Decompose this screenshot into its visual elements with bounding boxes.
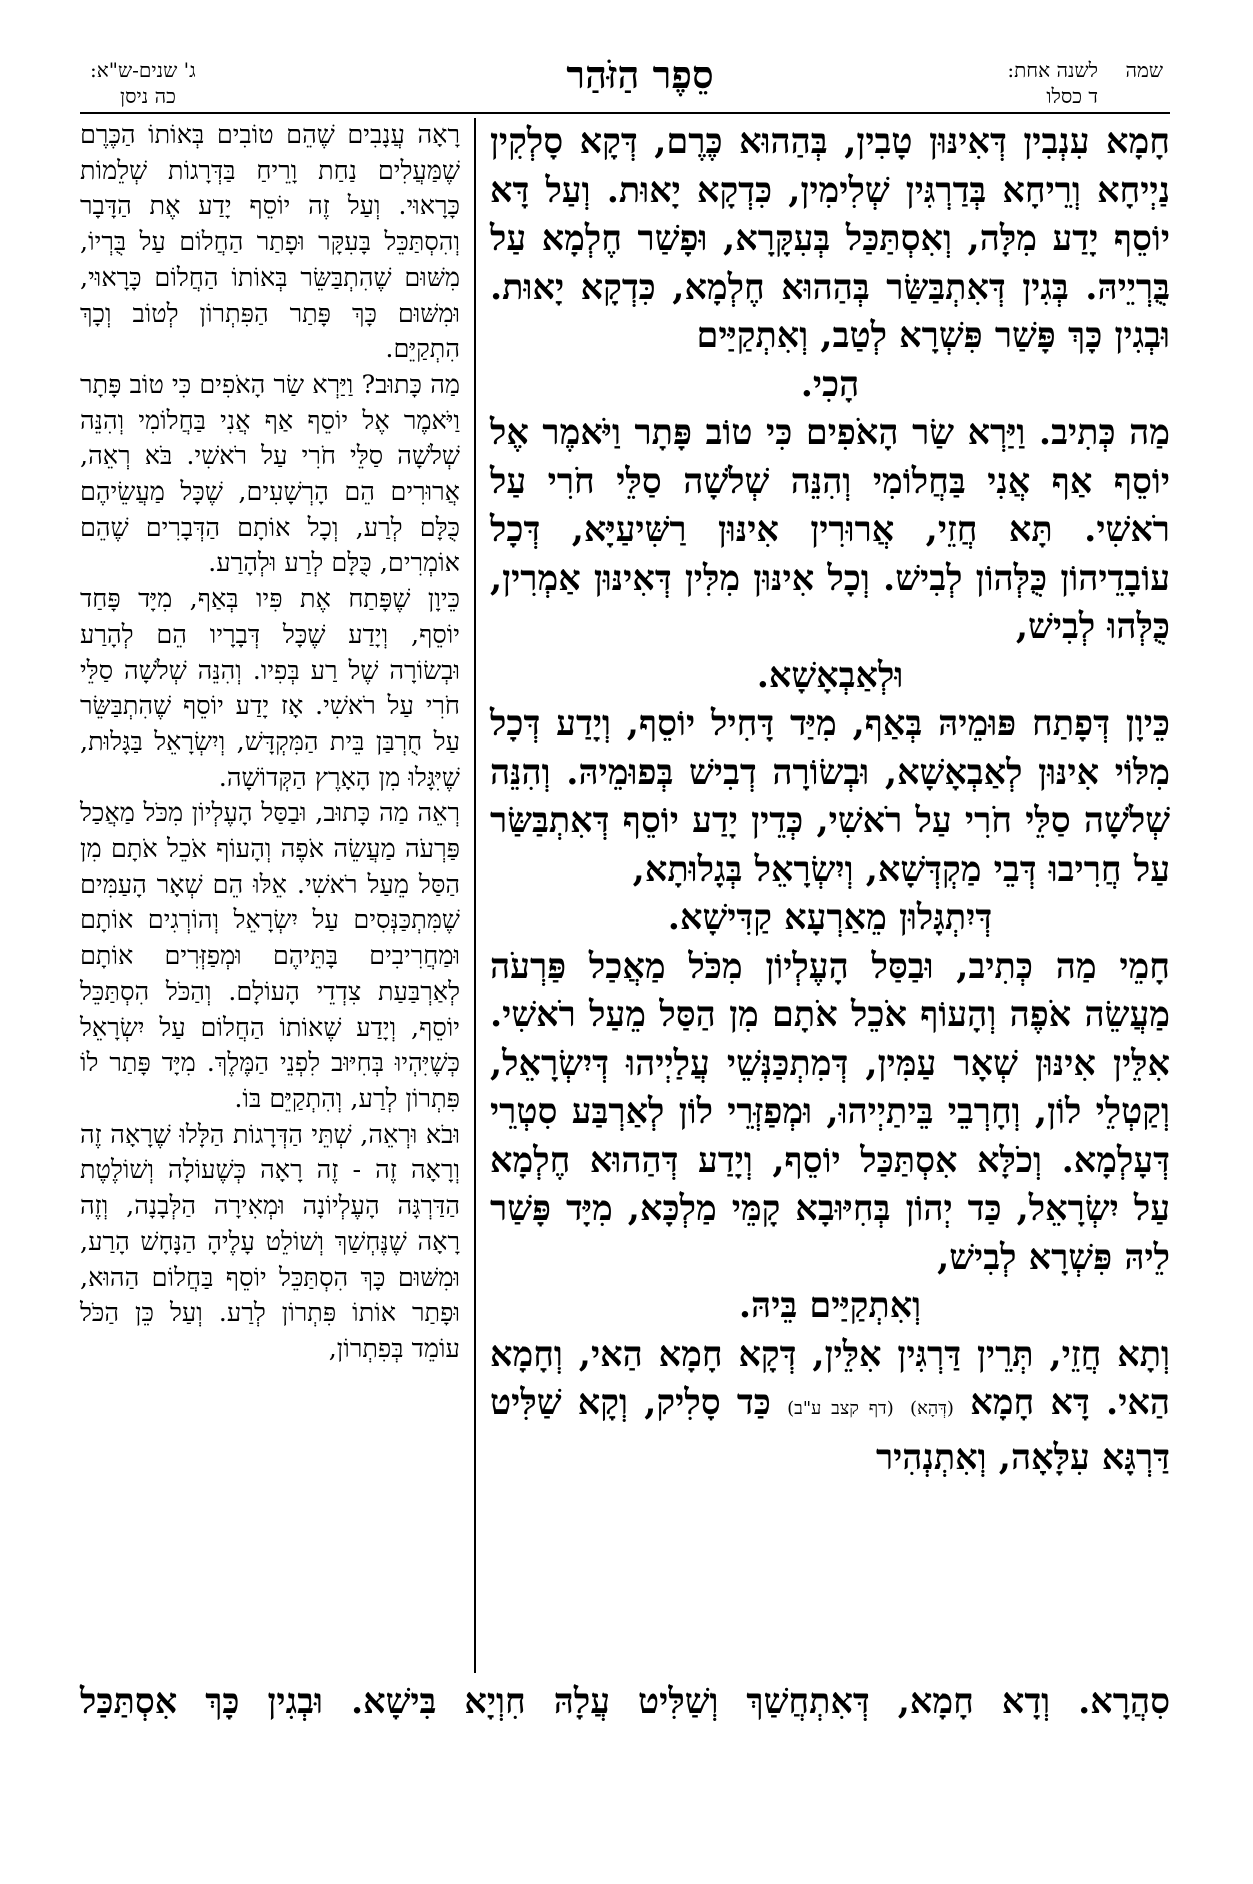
hebrew-paragraph: מַה כָּתוּב? וַיַּרְא שַׂר הָאֹפִים כִּי טוֹב פָּתָר וַיֹּאמֶר אֶל יוֹסֵף אַף אֲנִי בַּחֲלוֹמִי וְהִנֵּה שְׁלֹשָׁה סַלֵּי חֹרִי עַל רֹאשִׁי. בֹּא רְאֵה, אֲרוּרִים הֵם הָרְשָׁעִים, שֶׁכָּל מַעֲשֵׂיהֶם כֻּלָּם לְרַע, וְכָל אוֹתָם הַדְּבָרִים שֶׁהֵם אוֹמְרִים, כֻּלָּם לְרַע וּלְהָרַע. <box>80 369 460 579</box>
column-divider <box>474 118 476 1673</box>
aramaic-paragraph: כֵּיוָן דְּפָתַח פּוּמֵיהּ בְּאַף, מִיַּד דָּחִיל יוֹסֵף, וְיָדַע דְּכָל מִלּוֹי אִינּוּן לְאַבְאָשָׁא, וּבְשׂוֹרָה דְבִישׁ בְּפוּמֵיהּ. וְהִנֵּה שְׁלֹשָׁה סַלֵּי חֹרִי עַל רֹאשִׁי, כְּדֵין יָדַע יוֹסֵף דְּאִתְבַּשַּׂר עַל חֲרִיבוּ דְּבֵי מַקְדְּשָׁא, וְיִשְׂרָאֵל בְּגָלוּתָא, <box>490 703 1170 890</box>
aramaic-paragraph-end: וְאִתְקַיַּים בֵּיהּ. <box>738 1285 922 1326</box>
daily-schedule-three-years: ג' שנים-ש"א: <box>90 58 196 82</box>
variant-reading: (דְּהָא) <box>910 1398 954 1419</box>
aramaic-paragraph: חָמֵי מַה כְּתִיב, וּבַסַּל הָעֶלְיוֹן מִכֹּל מַאֲכַל פַּרְעֹה מַעֲשֵׂה אֹפֶה וְהָעוֹף אֹכֵל אֹתָם מִן הַסַּל מֵעַל רֹאשִׁי. אִלֵּין אִינּוּן שְׁאָר עַמִּין, דְּמִתְכַּנְּשֵׁי עֲלַיְיהוּ דְּיִשְׂרָאֵל, וְקַטְלֵי לוֹן, וְחָרְבֵי בֵּיתַיְיהוּ, וּמְפַזְּרֵי לוֹן לְאַרְבַּע סִטְרֵי דְּעָלְמָא. וְכֹלָּא אִסְתַּכַּל יוֹסֵף, וְיָדַע דְּהַהוּא חֶלְמָא עַל יִשְׂרָאֵל, כַּד יְהוֹן בְּחִיּוּבָא קָמֵּי מַלְכָּא, מִיָּד פָּשַׁר לֵיהּ פִּשְׁרָא לְבִישׁ, <box>490 945 1170 1278</box>
daily-schedule-one-year: לשנה אחת: <box>1007 58 1098 82</box>
hebrew-translation-column <box>80 118 460 1368</box>
aramaic-paragraph-end: וּלְאַבְאָשָׁא. <box>756 654 904 696</box>
aramaic-paragraph-end: דְּיִתְגָּלוּן מֵאַרְעָא קַדִּישָׁא. <box>667 897 993 938</box>
page-number: שמה <box>1125 58 1163 82</box>
header-rule <box>80 112 1170 114</box>
bottom-full-width-line: סִהֲרָא. וְדָא חָמָא, דְּאִתְחֲשַׁךְ וְשַׁלִּיט עֲלָהּ חִוְיָא בִּישָׁא. וּבְגִין כָּךְ אִסְתַּכַּל <box>80 1681 1170 1722</box>
aramaic-column <box>490 118 1170 1482</box>
hebrew-paragraph: רָאָה עֲנָבִים שֶׁהֵם טוֹבִים בְּאוֹתוֹ הַכֶּרֶם שֶׁמַּעֲלִים נַחַת וָרֵיחַ בַּדְּרָגוֹת שְׁלֵמוֹת כָּרָאוּי. וְעַל זֶה יוֹסֵף יָדַע אֶת הַדָּבָר וְהִסְתַּכֵּל בָּעִקָּר וּפָתַר הַחֲלוֹם עַל בֻּרְיוֹ, מִשּׁוּם שֶׁהִתְבַּשֵּׂר בְּאוֹתוֹ הַחֲלוֹם כָּרָאוּי, וּמִשּׁוּם כָּךְ פָּתַר הַפִּתְרוֹן לְטוֹב וְכָךְ הִתְקַיֵּם. <box>80 120 460 365</box>
aramaic-paragraph: מַה כְּתִיב. וַיַּרְא שַׂר הָאֹפִים כִּי טוֹב פָּתָר וַיֹּאמֶר אֶל יוֹסֵף אַף אֲנִי בַּחֲלוֹמִי וְהִנֵּה שְׁלֹשָׁה סַלֵּי חֹרִי עַל רֹאשִׁי. תָּא חֲזֵי, אֲרוּרִין אִינּוּן רַשִּׁיעַיָּא, דְּכָל עוֹבָדֵיהוֹן כֻּלְּהוֹן לְבִישׁ. וְכָל אִינּוּן מִלִּין דְּאִינּוּן אַמְרִין, כֻּלְּהוּ לְבִישׁ, <box>490 412 1170 647</box>
daily-schedule-three-years-date: כה ניסן <box>120 84 176 108</box>
hebrew-paragraph: וּבֹא וּרְאֵה, שְׁתֵּי הַדְּרָגוֹת הַלָּלוּ שֶׁרָאָה זֶה וְרָאָה זֶה - זֶה רָאָה כְּשֶׁעוֹלָה וְשׁוֹלֶטֶת הַדַּרְגָּה הָעֶלְיוֹנָה וּמְאִירָה הַלְּבָנָה, וְזֶה רָאָה שֶׁנֶּחְשַׁךְ וְשׁוֹלֵט עָלֶיהָ הַנָּחָשׁ הָרַע, וּמִשּׁוּם כָּךְ הִסְתַּכֵּל יוֹסֵף בַּחֲלוֹם הַהוּא, וּפָתַר אוֹתוֹ פִּתְרוֹן לְרַע. וְעַל כֵּן הַכֹּל עוֹמֵד בְּפִתְרוֹן, <box>80 1119 460 1364</box>
aramaic-paragraph: חָמָא עִנְבִין דְּאִינּוּן טָבִין, בְּהַהוּא כֶּרֶם, דְּקָא סָלְקִין נַיְיחָא וְרֵיחָא בְּדַרְגִּין שְׁלִימִין, כִּדְקָא יָאוּת. וְעַל דָּא יוֹסֵף יָדַע מִלָּה, וְאִסְתַּכַּל בְּעִקָּרָא, וּפָשַׁר חֶלְמָא עַל בֻּרְיֵיהּ. בְּגִין דְּאִתְבַּשַּׂר בְּהַהוּא חֶלְמָא, כִּדְקָא יָאוּת. וּבְגִין כָּךְ פָּשַׁר פִּשְׁרָא לְטַב, וְאִתְקַיַּים <box>490 121 1170 356</box>
book-title: סֵפֶר הַזֹּהַר <box>566 52 714 97</box>
page-header <box>0 0 1253 120</box>
hebrew-paragraph: רְאֵה מַה כָּתוּב, וּבַסַּל הָעֶלְיוֹן מִכֹּל מַאֲכַל פַּרְעֹה מַעֲשֵׂה אֹפֶה וְהָעוֹף אֹכֵל אֹתָם מִן הַסַּל מֵעַל רֹאשִׁי. אֵלּוּ הֵם שְׁאָר הָעַמִּים שֶׁמִּתְכַּנְּסִים עַל יִשְׂרָאֵל וְהוֹרְגִים אוֹתָם וּמַחֲרִיבִים בָּתֵּיהֶם וּמְפַזְּרִים אוֹתָם לְאַרְבַּעַת צִדְדֵי הָעוֹלָם. וְהַכֹּל הִסְתַּכֵּל יוֹסֵף, וְיָדַע שֶׁאוֹתוֹ הַחֲלוֹם עַל יִשְׂרָאֵל כְּשֶׁיִּהְיוּ בְּחִיּוּב לִפְנֵי הַמֶּלֶךְ. מִיָּד פָּתַר לוֹ פִּתְרוֹן לְרַע, וְהִתְקַיֵּם בּוֹ. <box>80 798 460 1114</box>
aramaic-paragraph: וְתָא חֲזֵי, תְּרֵין דַּרְגִּין אִלֵּין, דְּקָא חָמָא הַאי, וְחָמָא הַאי. דָּא חָמָא (דְּהָא) (דף קצב ע"ב) כַּד סָלִיק, וְקָא שַׁלִּיט דַּרְגָּא עִלָּאָה, וְאִתְנְהִיר <box>490 1333 1171 1478</box>
hebrew-paragraph: כֵּיוָן שֶׁפָּתַח אֶת פִּיו בְּאַף, מִיָּד פָּחַד יוֹסֵף, וְיָדַע שֶׁכָּל דְּבָרָיו הֵם לְהָרַע וּבְשׂוֹרָה שֶׁל רַע בְּפִיו. וְהִנֵּה שְׁלֹשָׁה סַלֵּי חֹרִי עַל רֹאשִׁי. אָז יָדַע יוֹסֵף שֶׁהִתְבַּשֵּׂר עַל חֻרְבַּן בֵּית הַמִּקְדָּשׁ, וְיִשְׂרָאֵל בַּגָּלוּת, שֶׁיִּגָּלוּ מִן הָאָרֶץ הַקְּדוֹשָׁה. <box>80 584 460 793</box>
folio-reference: (דף קצב ע"ב) <box>787 1398 894 1419</box>
aramaic-paragraph-end: הָכִי. <box>800 363 860 405</box>
daily-schedule-one-year-date: ד כסלו <box>1046 84 1098 108</box>
